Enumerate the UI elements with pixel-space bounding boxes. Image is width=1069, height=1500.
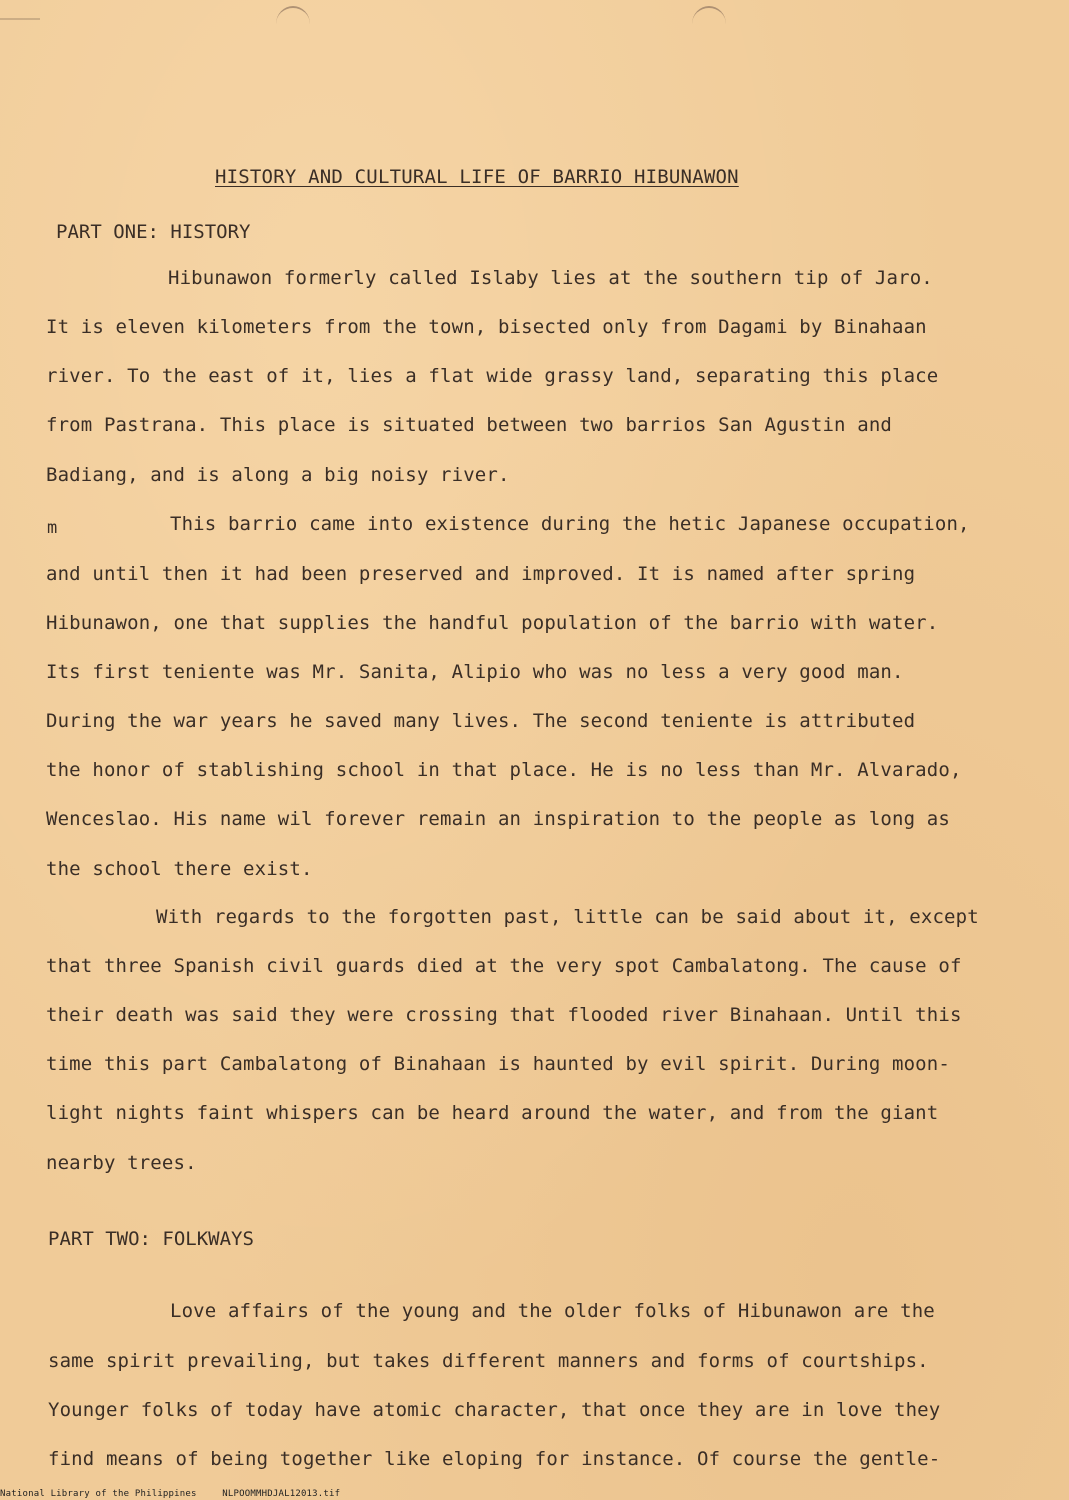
text-line: Its first teniente was Mr. Sanita, Alipio who was no less a very good man. xyxy=(46,661,904,683)
text-line: time this part Cambalatong of Binahaan is haunted by evil spirit. During moon- xyxy=(46,1053,950,1075)
text-line: During the war years he saved many lives. The second teniente is attributed xyxy=(46,710,916,732)
footer-library: National Library of the Philippines xyxy=(0,1489,197,1499)
scan-edge-mark xyxy=(0,18,40,20)
text-line: their death was said they were crossing that flooded river Binahaan. Until this xyxy=(46,1004,962,1026)
text-line: nearby trees. xyxy=(46,1152,197,1174)
text-line: the school there exist. xyxy=(46,858,313,880)
text-line: Love affairs of the young and the older folks of Hibunawon are the xyxy=(170,1300,935,1322)
punch-hole-left xyxy=(276,6,310,42)
text-line: Wenceslao. His name wil forever remain an inspiration to the people as long as xyxy=(46,808,950,830)
text-line: This barrio came into existence during the hetic Japanese occupation, xyxy=(170,513,970,535)
text-line: river. To the east of it, lies a flat wide grassy land, separating this place xyxy=(46,365,939,387)
text-line: that three Spanish civil guards died at the very spot Cambalatong. The cause of xyxy=(46,955,962,977)
text-line: same spirit prevailing, but takes different manners and forms of courtships. xyxy=(48,1350,929,1372)
text-line: Hibunawon formerly called Islaby lies at the southern tip of Jaro. xyxy=(168,267,933,289)
text-line: light nights faint whispers can be heard around the water, and from the giant xyxy=(46,1102,939,1124)
part-two-heading: PART TWO: FOLKWAYS xyxy=(48,1228,254,1250)
scan-footer xyxy=(0,1489,360,1499)
text-line: Badiang, and is along a big noisy river. xyxy=(46,464,510,486)
text-line: With regards to the forgotten past, little can be said about it, except xyxy=(156,906,979,928)
punch-hole-right xyxy=(692,6,726,42)
footer-filename: NLPOOMMHDJAL12013.tif xyxy=(222,1489,341,1499)
text-line: Hibunawon, one that supplies the handful population of the barrio with water. xyxy=(46,612,939,634)
text-line: and until then it had been preserved and improved. It is named after spring xyxy=(46,563,916,585)
text-line: find means of being together like eloping for instance. Of course the gentle- xyxy=(48,1448,941,1470)
text-line: Younger folks of today have atomic character, that once they are in love they xyxy=(48,1399,941,1421)
margin-mark: m xyxy=(47,518,58,538)
part-one-heading: PART ONE: HISTORY xyxy=(56,221,251,243)
text-line: the honor of stablishing school in that place. He is no less than Mr. Alvarado, xyxy=(46,759,962,781)
document-title: HISTORY AND CULTURAL LIFE OF BARRIO HIBUNAWON xyxy=(215,166,739,188)
text-line: from Pastrana. This place is situated between two barrios San Agustin and xyxy=(46,414,892,436)
text-line: It is eleven kilometers from the town, bisected only from Dagami by Binahaan xyxy=(46,316,927,338)
